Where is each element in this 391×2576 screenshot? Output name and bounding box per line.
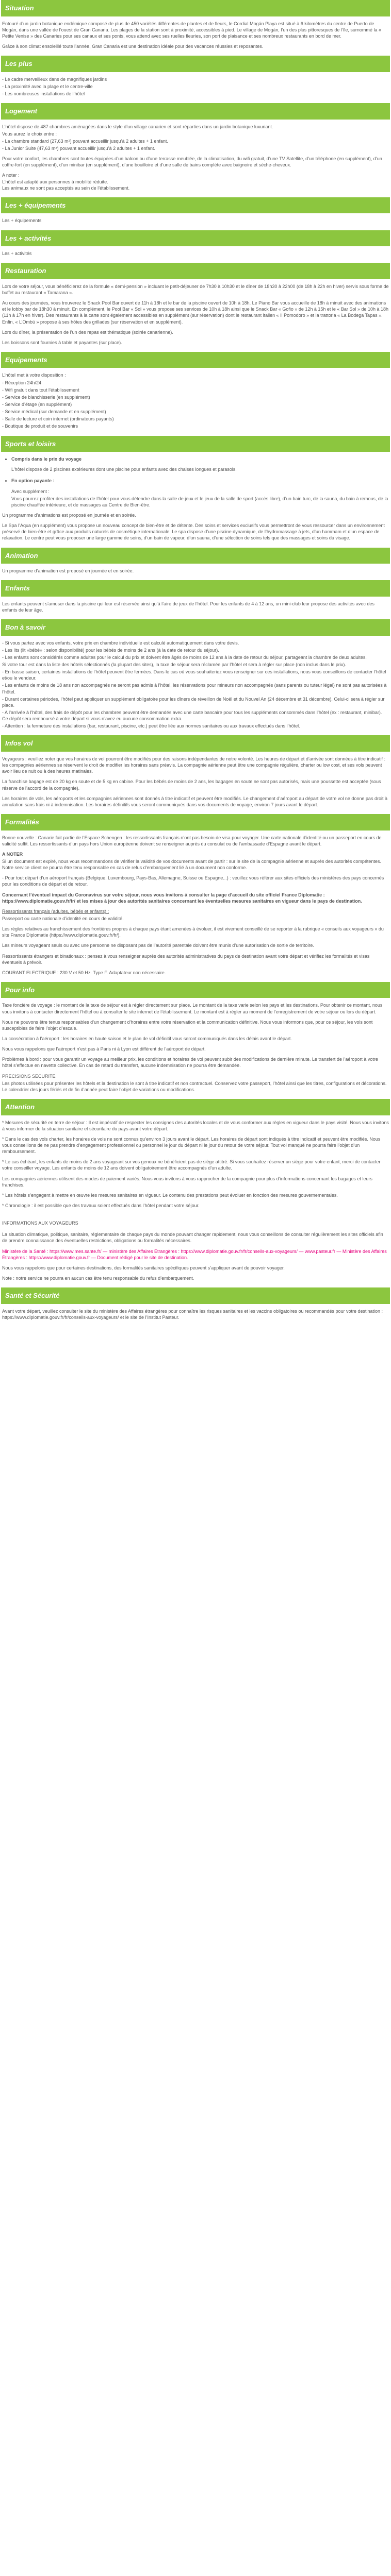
section-title-plus: Les plus: [1, 56, 390, 72]
section-activites-plus: [1, 230, 390, 257]
plus-line: - La proximité avec la plage et le centre-ville: [2, 83, 93, 89]
section-logement: [1, 103, 390, 191]
equipements-line: - Service d’étage (en supplément): [2, 402, 72, 408]
section-infos-vol: [1, 735, 390, 808]
sports-included-list: [2, 456, 389, 462]
section-title-formalites: Formalités: [1, 814, 390, 831]
logement-line: - La Junior Suite (47,63 m²) pouvant accueillir jusqu’à 2 adultes + 1 enfant.: [2, 146, 155, 151]
section-title-situation: Situation: [1, 0, 390, 16]
section-title-activites-plus: Les + activités: [1, 230, 390, 247]
formalites-paragraph: Ressortissants étrangers et binationaux : pensez à vous renseigner auprès des autorités administratives du pays de destination avant votre départ et vérifiez les formalités et visas éventuels à prévoir.: [2, 953, 370, 965]
sports-option-line: Vous pourrez profiter des installations de l’hôtel pour vous détendre dans la salle de jeux et le jeux de la salle de sport (accès libre), d’un bain turc, de la sauna, du bain à remous, de la piscine chauffée intérieure, et de massages au Centre de Bien-être.: [11, 496, 388, 507]
section-title-sports: Sports et loisirs: [1, 436, 390, 452]
section-enfants: [1, 580, 390, 613]
logement-line: Vous aurez le choix entre :: [2, 131, 57, 137]
pour-info-paragraph: Taxe foncière de voyage : le montant de la taxe de séjour est à régler directement sur place. Le montant de la taxe varie selon les pays et les destinations. Pour obtenir ce montant, nous vous invitons à contacter directement l’hôtel ou à consulter le site internet de l’établissement. Le montant est à régler au moment de l’enregistrement de votre séjour ou lors du départ.: [2, 1003, 383, 1014]
section-situation: [1, 0, 390, 49]
sports-included-heading: • Compris dans le prix du voyage: [11, 456, 389, 462]
restauration-paragraph: Lors de votre séjour, vous bénéficierez de la formule « demi-pension » incluant le petit-déjeuner de 7h30 à 10h30 et le dîner de 18h30 à 22h00 (de 18h à 22h en hiver) servis sous forme de buffet au restaurant « Tamarana ».: [2, 283, 389, 295]
pour-info-paragraph: La consécration à l’aéroport : les horaires en haute saison et le plan de vol définitif vous seront communiqués dans les délais avant le départ.: [2, 1036, 292, 1042]
section-restauration: [1, 263, 390, 346]
equipements-line: - Salle de lecture et coin internet (ordinateurs payants): [2, 416, 114, 422]
bon-a-savoir-line: - Si vous partez avec vos enfants, votre prix en chambre individuelle est calculé automatiquement dans votre devis.: [2, 640, 239, 646]
section-bon-a-savoir: [1, 619, 390, 729]
section-animation: [1, 548, 390, 574]
equipements-line: - Service de blanchisserie (en supplément): [2, 394, 90, 400]
equipements-line: L’hôtel met à votre disposition :: [2, 372, 66, 378]
attention-paragraph: * Mesures de sécurité en terre de séjour : Il est impératif de respecter les consignes des autorités locales et de vous conformer aux règles en vigueur dans le pays visité. Nous vous invitons à vous informer de la situation sanitaire et sécuritaire du pays avant votre départ.: [2, 1120, 389, 1131]
sante-paragraph: Avant votre départ, veuillez consulter le site du ministère des Affaires étrangères pour connaître les risques sanitaires et les vaccins obligatoires ou recommandés pour votre destination : https://www.diplomatie.gouv.fr/fr/conseils-aux-voyageurs/ et le site de l’Institut Pasteur.: [2, 1308, 383, 1320]
attention-paragraph: Les compagnies aériennes utilisent des modes de paiement variés. Nous vous invitons à vous rapprocher de la compagnie pour plus d’informations concernant les bagages et leurs franchises.: [2, 1176, 372, 1188]
section-title-attention: Attention: [1, 1099, 390, 1115]
section-equipements: [1, 352, 390, 430]
equipements-line: - Boutique de produit et de souvenirs: [2, 423, 78, 429]
infos-vol-paragraph: Voyageurs : veuillez noter que vos horaires de vol pourront être modifiés pour des raisons indépendantes de notre volonté. Les heures de départ et d’arrivée sont données à titre indicatif : les compagnies aériennes se réservent le droit de modifier les horaires sans préavis. La compagnie aérienne peut être une compagnie régulière, charter ou low cost, et ses vols peuvent avoir lieu de nuit ou à des heures matinales.: [2, 756, 385, 774]
bon-a-savoir-line: - A l’arrivée à l’hôtel, des frais de dépôt pour les chambres peuvent être demandés avec une carte bancaire pour tous les suppléments consommés dans l’hôtel (ex : restaurant, minibar). Ce dépôt sera remboursé à votre départ si vous n’avez eu aucune consommation extra.: [2, 710, 382, 722]
formalites-paragraph: COURANT ELECTRIQUE : 230 V et 50 Hz. Type F. Adaptateur non nécessaire.: [2, 970, 166, 975]
restauration-paragraph: Les boissons sont fournies à table et payantes (sur place).: [2, 340, 122, 345]
restauration-paragraph: Au cours des journées, vous trouverez le Snack Pool Bar ouvert de 11h à 18h et le bar de la piscine ouvert de 10h à 18h. Le Piano Bar vous accueille de 18h à minuit avec des animations et le lobby bar de 18h30 à minuit. En complément, le Pool Bar « Sol » vous propose ses services de 10h à 18h ainsi que le Snack Bar « Gofio » de 12h à 15h et le « Bar Sol » de 10h à 18h (11h à 17h en hiver). Des restaurants à la carte sont également accessibles en supplément (sur réservation) dont le restaurant italien « Il Pomodoro » et la trattoria « La Bodega Tapas ». Enfin, « L’Ombú » propose à ses hôtes des grillades (sur réservation et en supplément).: [2, 300, 388, 325]
restauration-paragraph: Lors du dîner, la présentation de l’un des repas est thématique (soirée canarienne).: [2, 329, 173, 335]
plus-line: - Le cadre merveilleux dans de magnifiques jardins: [2, 76, 107, 82]
formalites-note-heading: A NOTER: [2, 851, 23, 857]
section-title-logement: Logement: [1, 103, 390, 120]
logement-line: - La chambre standard (27,63 m²) pouvant accueillir jusqu’à 2 adultes + 1 enfant.: [2, 138, 168, 144]
equipements-line: - Wifi gratuit dans tout l’établissement: [2, 387, 79, 393]
sports-paragraph: Le Spa l’Aqua (en supplément) vous propose un nouveau concept de bien-être et de détente. Des soins et services exclusifs vous permettront de vous ressourcer dans un environnement préservé de bien-être et grâce aux produits naturels de cosmétique internationale. Le spa dispose d’une piscine dynamique, de l’hydromassage à jets, d’un hammam et d’un espace de relaxation. Le centre peut vous proposer une large gamme de soins, d’un bain de vapeur, d’un sauna, d’une sélection de soins tels que des massages et soins du visage.: [2, 523, 385, 541]
infos-vol-paragraph: La franchise bagage est de 20 kg en soute et de 5 kg en cabine. Pour les bébés de moins de 2 ans, les bagages en soute ne sont pas autorisés, mais une poussette est acceptée (sous réserve de l’accord de la compagnie).: [2, 779, 381, 791]
pour-info-paragraph: Nous vous rappelons que l’aéroport n’est pas à Paris ni à Lyon est diffèrent de l’aéroport de départ.: [2, 1046, 206, 1052]
section-equipements-plus: [1, 197, 390, 224]
bon-a-savoir-line: - Les enfants de moins de 18 ans non accompagnés ne seront pas admis à l’hôtel, les réservations pour mineurs non accompagnés (sans parents ou tuteur légal) ne sont pas autorisées à l’hôtel.: [2, 683, 387, 694]
sports-option-line: Avec supplément :: [11, 488, 50, 494]
pour-info-subheading: PRECISIONS SECURITE: [2, 1073, 56, 1079]
section-title-equipements: Equipements: [1, 352, 390, 368]
plus-line: - Les nombreuses installations de l’hôtel: [2, 91, 85, 96]
section-title-pour-info: Pour info: [1, 982, 390, 998]
formalites-paragraph: Si un document est expiré, nous vous recommandons de vérifier la validité de vos documents avant de partir : sur le site de la compagnie aérienne et auprès des autorités compétentes. Notre service client ne pourra être tenu responsable en cas de refus d’embarquement lié à un document non conforme.: [2, 858, 381, 871]
logement-line: L’hôtel dispose de 487 chambres aménagées dans le style d’un village canarien et sont réparties dans un jardin botanique luxuriant.: [2, 124, 273, 129]
section-title-animation: Animation: [1, 548, 390, 564]
formalites-paragraph: - Pour tout départ d’un aéroport français (Belgique, Luxembourg, Pays-Bas, Allemagne, Suisse ou Espagne...) : veuillez vous référer aux sites officiels des ministères des pays concernés pour les conditions de départ et de retour.: [2, 875, 384, 887]
section-title-infos-vol: Infos vol: [1, 735, 390, 752]
section-formalites: [1, 814, 390, 976]
section-plus: [1, 56, 390, 97]
section-sports-loisirs: [1, 436, 390, 541]
formalites-subheading: Ressortissants français (adultes, bébés et enfants) :: [2, 908, 109, 914]
equipements-line: - Service médical (sur demande et en supplément): [2, 409, 106, 415]
bon-a-savoir-line: - En basse saison, certaines installations de l’hôtel peuvent être fermées. Dans le cas où vous souhaiteriez vous renseigner sur ces installations, nous vous conseillons de contacter l’hôtel et/ou le vendeur.: [2, 669, 386, 681]
attention-paragraph: * Le cas échéant, les enfants de moins de 2 ans voyageant sur vos genoux ne bénéficient pas de siège attitré. Si vous souhaitez réserver un siège pour votre enfant, merci de contacter votre conseiller voyage. Les enfants de moins de 12 ans doivent obligatoirement être accompagnés d’un adulte.: [2, 1159, 381, 1171]
attention-paragraph: * Dans le cas des vols charter, les horaires de vols ne sont connus qu’environ 3 jours avant le départ. Les horaires de départ sont indiqués à titre indicatif et peuvent être modifiés. Nous vous conseillons de ne pas prendre d’engagement professionnel ou personnel le jour du départ ni le jour du retour de votre séjour. Tout vol manqué ne pourra faire l’objet d’un remboursement.: [2, 1136, 381, 1155]
section-sante-securite: [1, 1287, 390, 1320]
formalites-paragraph: Les mineurs voyageant seuls ou avec une personne ne disposant pas de l’autorité parentale doivent être munis d’une autorisation de sortie de territoire.: [2, 943, 314, 948]
situation-paragraph-2: Grâce à son climat ensoleillé toute l’année, Gran Canaria est une destination idéale pour des vacances réussies et reposantes.: [2, 43, 264, 49]
section-title-bon-a-savoir: Bon à savoir: [1, 619, 390, 636]
attention-paragraph: * Les hôtels s’engagent à mettre en œuvre les mesures sanitaires en vigueur. Le contenu des prestations peut évoluer en fonction des mesures gouvernementales.: [2, 1192, 338, 1198]
pour-info-paragraph: Problèmes à bord : pour vous garantir un voyage au meilleur prix, les conditions et horaires de vol peuvent subir des modifications de dernière minute. Le transfert de l’aéroport à votre hôtel s’effectue en navette collective. En cas de retard du transfert, aucune indemnisation ne pourra être demandée.: [2, 1057, 378, 1069]
pour-info-paragraph: Nous ne pouvons être tenus responsables d’un changement d’horaires entre votre réservation et la communication définitive. Nous vous informons que, pour ce séjour, les vols sont susceptibles de faire l’objet d’escale.: [2, 1019, 373, 1031]
infos-voyageurs-paragraph: La situation climatique, politique, sanitaire, réglementaire de chaque pays du monde pouvant changer rapidement, nous vous conseillons de consulter régulièrement les sites officiels afin de prendre connaissance des éventuelles restrictions, obligations ou formalités nécessaires.: [2, 1232, 383, 1244]
infos-voyageurs-paragraph: Note : notre service ne pourra en aucun cas être tenu responsable du refus d’embarquement.: [2, 1275, 194, 1281]
bon-a-savoir-line: - Les enfants sont considérés comme adultes pour le calcul du prix et doivent être âgés de moins de 12 ans à la date de retour du séjour, partageant la chambre de deux adultes.: [2, 654, 367, 660]
enfants-paragraph: Les enfants peuvent s’amuser dans la piscine qui leur est réservée ainsi qu’à l’aire de jeux de l’hôtel. Pour les enfants de 4 à 12 ans, un mini-club leur propose des activités avec des enfants de leur âge.: [2, 601, 374, 613]
sports-paragraph: Un programme d’animations est proposé en journée et en soirée.: [2, 513, 136, 518]
attention-paragraph: * Chronologie : il est possible que des travaux soient effectués dans l’hôtel pendant votre séjour.: [2, 1202, 200, 1208]
section-title-restauration: Restauration: [1, 263, 390, 279]
logement-paragraph-2: A noter : L’hôtel est adapté aux personnes à mobilité réduite. Les animaux ne sont pas acceptés au sein de l’établissement.: [2, 173, 130, 191]
animation-paragraph: Un programme d’animation est proposé en journée et en soirée.: [2, 568, 134, 574]
section-title-equipements-plus: Les + équipements: [1, 197, 390, 214]
section-title-enfants: Enfants: [1, 580, 390, 597]
formalites-coronavirus-notice: Concernant l’éventuel impact du Coronavirus sur votre séjour, nous vous invitons à consulter la page d’accueil du site officiel France Diplomatie : https://www.diplomatie.gouv.fr/fr/ et les mises à jour des autorités sanitaires concernant les éventuelles mesures sanitaires en vigueur dans le pays de destination.: [2, 892, 362, 904]
pour-info-paragraph: Les photos utilisées pour présenter les hôtels et la destination le sont à titre indicatif et non contractuel. Conservez votre passeport, l’hôtel ainsi que les titres, configurations et décorations. Le calendrier des jours fériés et de fin d’année peut faire l’objet de variations ou modifications.: [2, 1080, 387, 1092]
sports-option-heading: • En option payante :: [11, 478, 389, 484]
logement-paragraph-1: Pour votre confort, les chambres sont toutes équipées d’un balcon ou d’une terrasse meublée, de la climatisation, du wifi gratuit, d’une TV Satellite, d’un téléphone (en supplément), d’un coffre-fort (en supplément), d’un minibar (en supplément), d’une bouilloire et d’une salle de bains complète avec baignoire et sèche-cheveux.: [2, 156, 382, 168]
infos-voyageurs-heading: INFORMATIONS AUX VOYAGEURS: [2, 1221, 78, 1226]
bon-a-savoir-line: Si votre tour est dans la liste des hôtels sélectionnés (la plupart des sites), la taxe de séjour sera réclamée par l’hôtel et sera à régler sur place (non inclus dans le prix).: [2, 662, 346, 668]
bon-a-savoir-line: - Les lits (lit «bébé» : selon disponibilité) pour les bébés de moins de 2 ans (à la date de retour du séjour).: [2, 647, 219, 653]
formalites-paragraph: Bonne nouvelle : Canarie fait partie de l’Espace Schengen : les ressortissants français n’ont pas besoin de visa pour voyager. Une carte nationale d’identité ou un passeport en cours de validité suffit. Les ressortissants d’un pays hors Union européenne doivent se renseigner auprès du consulat ou de l’ambassade d’Espagne avant le départ.: [2, 835, 382, 846]
situation-paragraph-1: Entouré d’un jardin botanique endémique composé de plus de 450 variétés différentes de plantes et de fleurs, le Cordial Mogán Playa est situé à 6 kilomètres du centre de Puerto de Mogán, dans une vallée de l’ouest de Gran Canaria. Les plages de la station sont à proximité, accessibles à pied. Le village de Mogán, l’un des plus pittoresques de l’île, surnommé la « Petite Venise » des Canaries pour ses canaux et ses ponts, vous attend avec ses ruelles fleuries, son port de plaisance et ses nombreux restaurants en bord de mer.: [2, 21, 381, 39]
section-pour-info: [1, 982, 390, 1093]
section-title-sante: Santé et Sécurité: [1, 1287, 390, 1304]
bon-a-savoir-line: - Attention : la fermeture des installations (bar, restaurant, piscine, etc.) peut être liée aux normes sanitaires ou aux travaux effectués dans l’hôtel.: [2, 723, 300, 729]
sports-included-line: L’hôtel dispose de 2 piscines extérieures dont une piscine pour enfants avec des chaises longues et parasols.: [11, 467, 237, 472]
infos-voyageurs-paragraph: Nous vous rappelons que pour certaines destinations, des formalités sanitaires spécifiques peuvent s’appliquer avant de pouvoir voyager.: [2, 1265, 285, 1270]
equipements-plus-line: Les + équipements: [2, 218, 42, 224]
bon-a-savoir-line: - Durant certaines périodes, l’hôtel peut appliquer un supplément obligatoire pour les dîners de réveillon de Noël et du Nouvel An (24 décembre et 31 décembre). Celui-ci sera à régler sur place.: [2, 696, 385, 708]
formalites-paragraph: Passeport ou carte nationale d’identité en cours de validité.: [2, 916, 124, 921]
infos-voyageurs-links[interactable]: Ministère de la Santé : https://www.mes.sante.fr/ — ministère des Affaires Étrangères : https://www.diplomatie.gouv.fr/fr/conseils-aux-voyageurs/ — www.pasteur.fr — Ministère des Affaires Étrangères : https://www.diplomatie.gouv.fr — Document rédigé pour le site de destination.: [2, 1248, 387, 1260]
formalites-paragraph: Les règles relatives au franchissement des frontières propres à chaque pays étant amenées à évoluer, il est vivement conseillé de se reporter à la rubrique « conseils aux voyageurs » du site France Diplomatie (https://www.diplomatie.gouv.fr/fr/).: [2, 926, 384, 938]
equipements-line: - Réception 24h/24: [2, 380, 42, 385]
activites-plus-line: Les + activités: [2, 251, 32, 257]
sports-option-list: [2, 478, 389, 484]
infos-vol-paragraph: Les horaires de vols, les aéroports et les compagnies aériennes sont donnés à titre indicatif et peuvent être modifiés. Le changement d’aéroport au départ de votre vol ne donne pas droit à annulation sans frais ni à indemnisation. Les horaires définitifs vous seront communiqués dans vos documents de voyage, environ 7 jours avant le départ.: [2, 795, 387, 807]
section-attention: [1, 1099, 390, 1281]
